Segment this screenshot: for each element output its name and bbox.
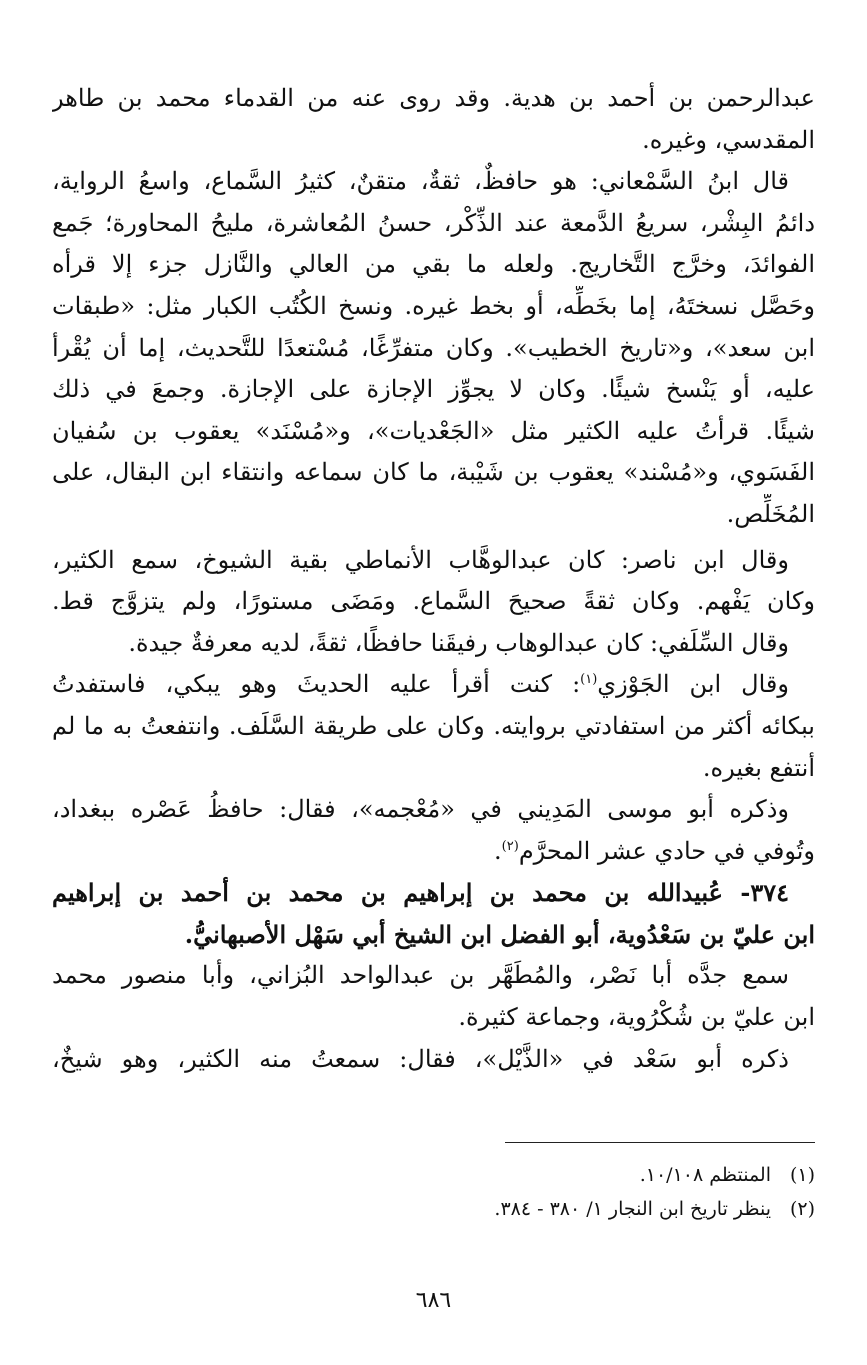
text-line [52, 664, 815, 706]
text-line: ابن عليّ بن شُكْرُوية، وجماعة كثيرة. [458, 1003, 815, 1032]
text-line: شيئًا. قرأتُ عليه الكثير مثل «الجَعْديات»، و«مُسْنَد» يعقوب بن سُفيان [52, 416, 815, 445]
text-line: المُخَلِّص. [726, 499, 815, 528]
text-line: وحَصَّل نسختَهُ، إما بخَطِّه، أو بخط غيره. ونسخ الكُتُب الكبار مثل: «طبقات [52, 291, 815, 320]
page-number: ٦٨٦ [415, 1288, 452, 1313]
text-segment: : كنت أقرأ عليه الحديثَ وهو يبكي، فاستفدتُ [52, 670, 581, 699]
text-line: قال ابنُ السَّمْعاني: هو حافظٌ، ثقةٌ، متقنٌ، كثيرُ السَّماع، واسعُ الرواية، [52, 167, 789, 196]
footnote-divider [505, 1142, 815, 1143]
text-line: وقال ابن ناصر: كان عبدالوهَّاب الأنماطي بقية الشيوخ، سمع الكثير، [52, 545, 789, 574]
text-line: دائمُ البِشْر، سريعُ الدَّمعة عند الذِّكْر، حسنُ المُعاشرة، مليحُ المحاورة؛ جَمع [52, 208, 815, 237]
text-line: ابن سعد»، و«تاريخ الخطيب». وكان متفرِّغًا، مُسْتعدًا للتَّحديث، إما أن يُقْرأ [52, 333, 815, 362]
footnote-number: (١) [789, 1164, 815, 1186]
text-line [52, 831, 815, 873]
text-line: عليه، أو يَنْسخ شيئًا. وكان لا يجوِّز الإجازة على الإجازة. وجمعَ في ذلك [52, 375, 815, 404]
text-line: وكان يَفْهم. وكان ثقةً صحيحَ السَّماع. ومَضَى مستورًا، ولم يتزوَّج قط. [52, 587, 815, 616]
text-line: المقدسي، وغيره. [642, 125, 815, 154]
text-line: ذكره أبو سَعْد في «الذَّيْل»، فقال: سمعتُ منه الكثير، وهو شيخٌ، [52, 1044, 789, 1073]
text-segment: وقال ابن الجَوْزي [597, 670, 789, 699]
text-line: الفَسَوي، و«مُسْند» يعقوب بن شَيْبة، ما كان سماعه وانتقاء ابن البقال، على [52, 458, 815, 487]
entry-heading: ابن عليّ بن سَعْدُوية، أبو الفضل ابن الشيخ أبي سَهْل الأصبهانيُّ. [184, 919, 815, 949]
text-segment: . [494, 836, 502, 865]
text-line: وقال السِّلَفي: كان عبدالوهاب رفيقَنا حافظًا، ثقةً، لديه معرفةٌ جيدة. [128, 628, 789, 657]
footnote-reference[interactable]: (٢) [501, 838, 519, 854]
footnote [52, 1158, 815, 1192]
text-segment: وتُوفي في حادي عشر المحرَّم [518, 836, 815, 865]
footnote [52, 1192, 815, 1226]
text-line: أنتفع بغيره. [702, 753, 815, 782]
text-line: وذكره أبو موسى المَدِيني في «مُعْجمه»، فقال: حافظُ عَصْره ببغداد، [52, 795, 789, 824]
text-line: الفوائدَ، وخرَّج التَّخاريج. ولعله ما بقي من العالي والنَّازل جزء إلا قرأه [52, 250, 815, 279]
text-line: ببكائه أكثر من استفادتي بروايته. وكان على طريقة السَّلَف. وانتفعتُ به ما لم [52, 711, 815, 740]
footnote-text: المنتظم ١٠/١٠٨. [639, 1164, 771, 1186]
text-line: عبدالرحمن بن أحمد بن هدية. وقد روى عنه من القدماء محمد بن طاهر [52, 84, 815, 112]
footnote-text: ينظر تاريخ ابن النجار ١/ ٣٨٠ - ٣٨٤. [494, 1198, 771, 1220]
entry-heading: ٣٧٤- عُبيدالله بن محمد بن إبراهيم بن محمد بن أحمد بن إبراهيم [52, 878, 789, 908]
footnote-number: (٢) [789, 1198, 815, 1220]
footnotes [52, 1158, 815, 1226]
text-line: سمع جدَّه أبا نَصْر، والمُطَهَّر بن عبدالواحد البُزاني، وأبا منصور محمد [52, 961, 789, 990]
footnote-reference[interactable]: (١) [580, 672, 598, 688]
